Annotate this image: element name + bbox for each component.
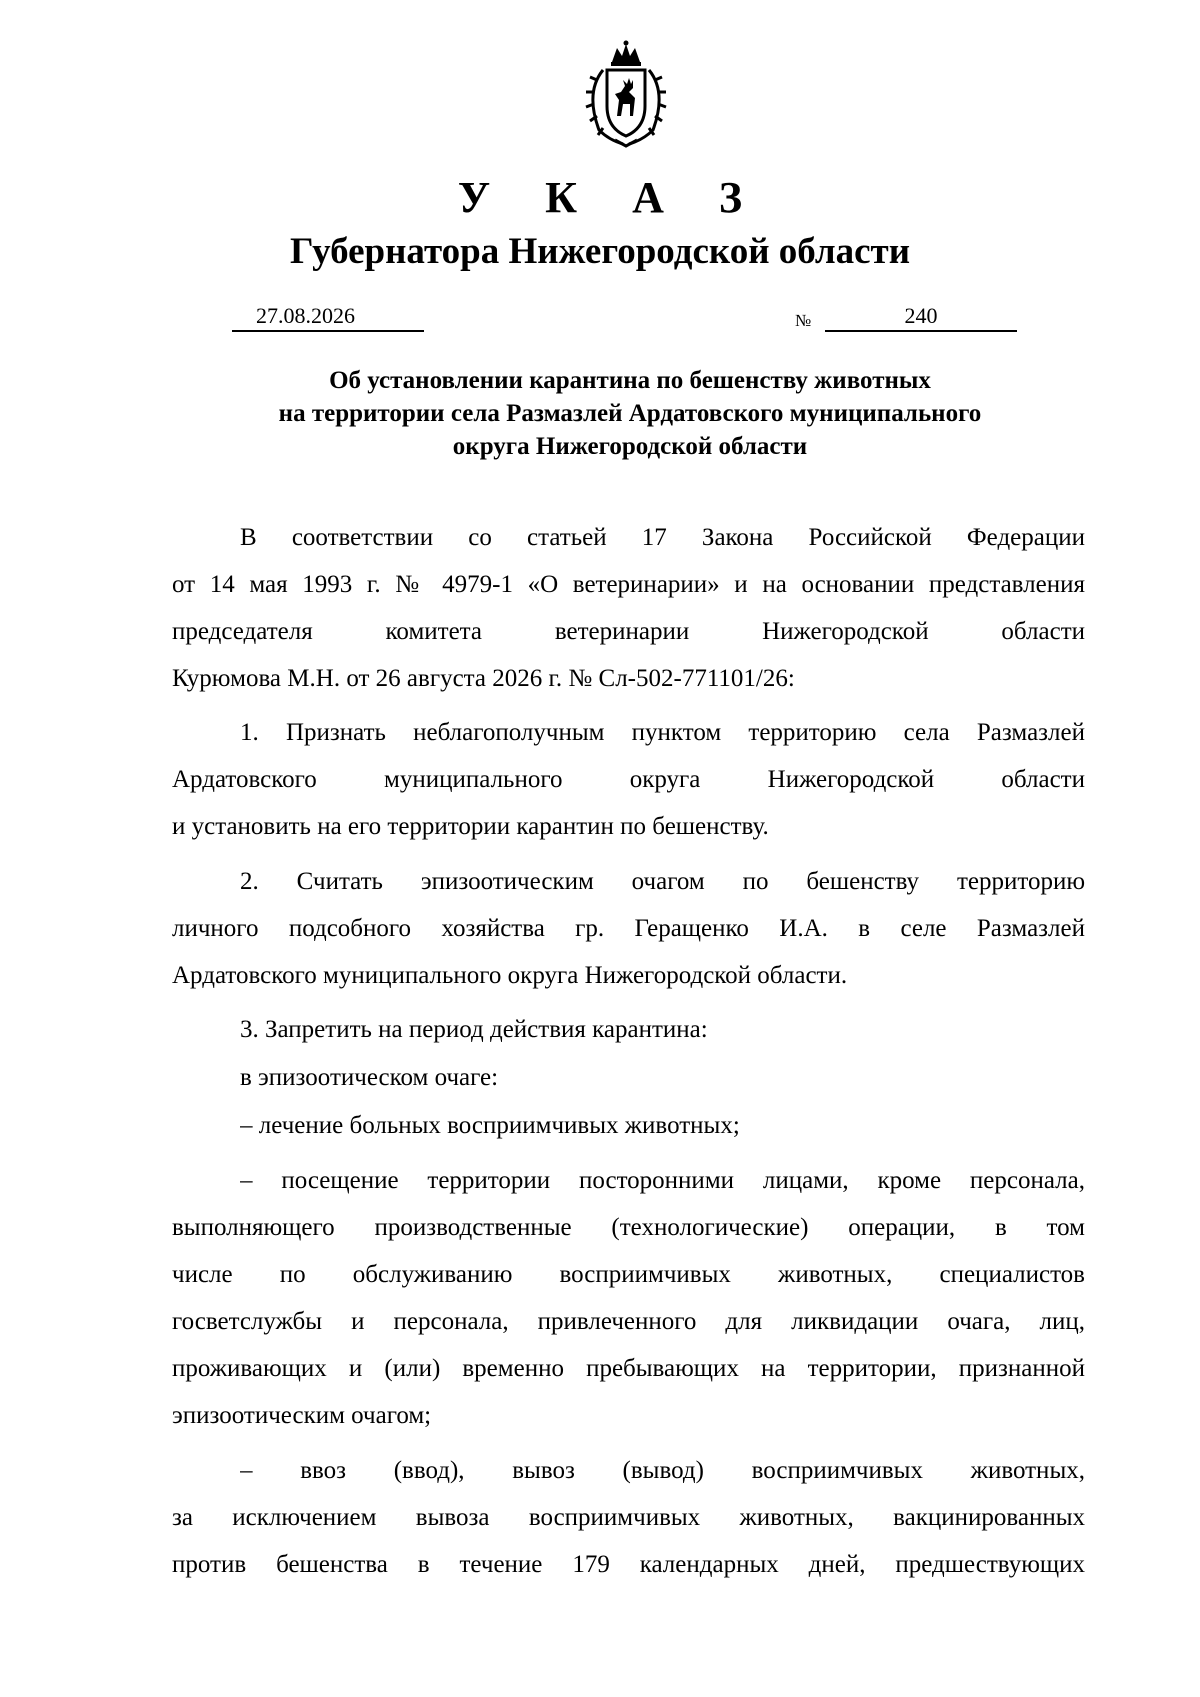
body-line: Ардатовского муниципального округа Нижегородской области. (172, 962, 848, 989)
subject-line: округа Нижегородской области (452, 433, 808, 460)
subject-line: Об установлении карантина по бешенству животных (329, 367, 931, 394)
body-line: от 14 мая 1993 г. № 4979-1 «О ветеринарии» и на основании представления (172, 571, 1085, 598)
body-line: 3. Запретить на период действия карантина: (240, 1016, 708, 1043)
body-line: – посещение территории посторонними лицами, кроме персонала, (240, 1167, 1085, 1194)
body-line: и установить на его территории карантин по бешенству. (172, 813, 769, 840)
body-line: – лечение больных восприимчивых животных; (240, 1112, 740, 1139)
body-line: 2. Считать эпизоотическим очагом по бешенству территорию (240, 868, 1085, 895)
document-subject (140, 364, 1120, 463)
body-line: в эпизоотическом очаге: (240, 1064, 499, 1091)
body-line: председателя комитета ветеринарии Нижегородской области (172, 618, 1085, 645)
body-line: Ардатовского муниципального округа Нижегородской области (172, 766, 1085, 793)
body-line: за исключением вывоза восприимчивых животных, вакцинированных (172, 1504, 1085, 1531)
body-line: госветслужбы и персонала, привлеченного для ликвидации очага, лиц, (172, 1308, 1085, 1335)
subject-line: на территории села Размазлей Ардатовского муниципального (278, 400, 982, 427)
body-line: эпизоотическим очагом; (172, 1402, 432, 1429)
body-line: против бешенства в течение 179 календарных дней, предшествующих (172, 1551, 1085, 1578)
document-type-title: У К А З (457, 173, 765, 222)
body-line: проживающих и (или) временно пребывающих на территории, признанной (172, 1355, 1085, 1382)
body-line: 1. Признать неблагополучным пунктом территорию села Размазлей (240, 719, 1085, 746)
coat-of-arms-emblem (567, 40, 685, 148)
body-line: выполняющего производственные (технологические) операции, в том (172, 1214, 1085, 1241)
document-number: 240 (825, 302, 1017, 332)
issuer-title: Губернатора Нижегородской области (289, 231, 911, 272)
body-line: числе по обслуживанию восприимчивых животных, специалистов (172, 1261, 1085, 1288)
body-line: В соответствии со статьей 17 Закона Российской Федерации (240, 524, 1085, 551)
number-label: № (795, 311, 812, 330)
body-line: – ввоз (ввод), вывоз (вывод) восприимчивых животных, (240, 1457, 1085, 1484)
body-line: Курюмова М.Н. от 26 августа 2026 г. № Сл-502-771101/26: (172, 665, 795, 692)
body-line: личного подсобного хозяйства гр. Геращенко И.А. в селе Размазлей (172, 915, 1085, 942)
document-date: 27.08.2026 (232, 302, 424, 332)
